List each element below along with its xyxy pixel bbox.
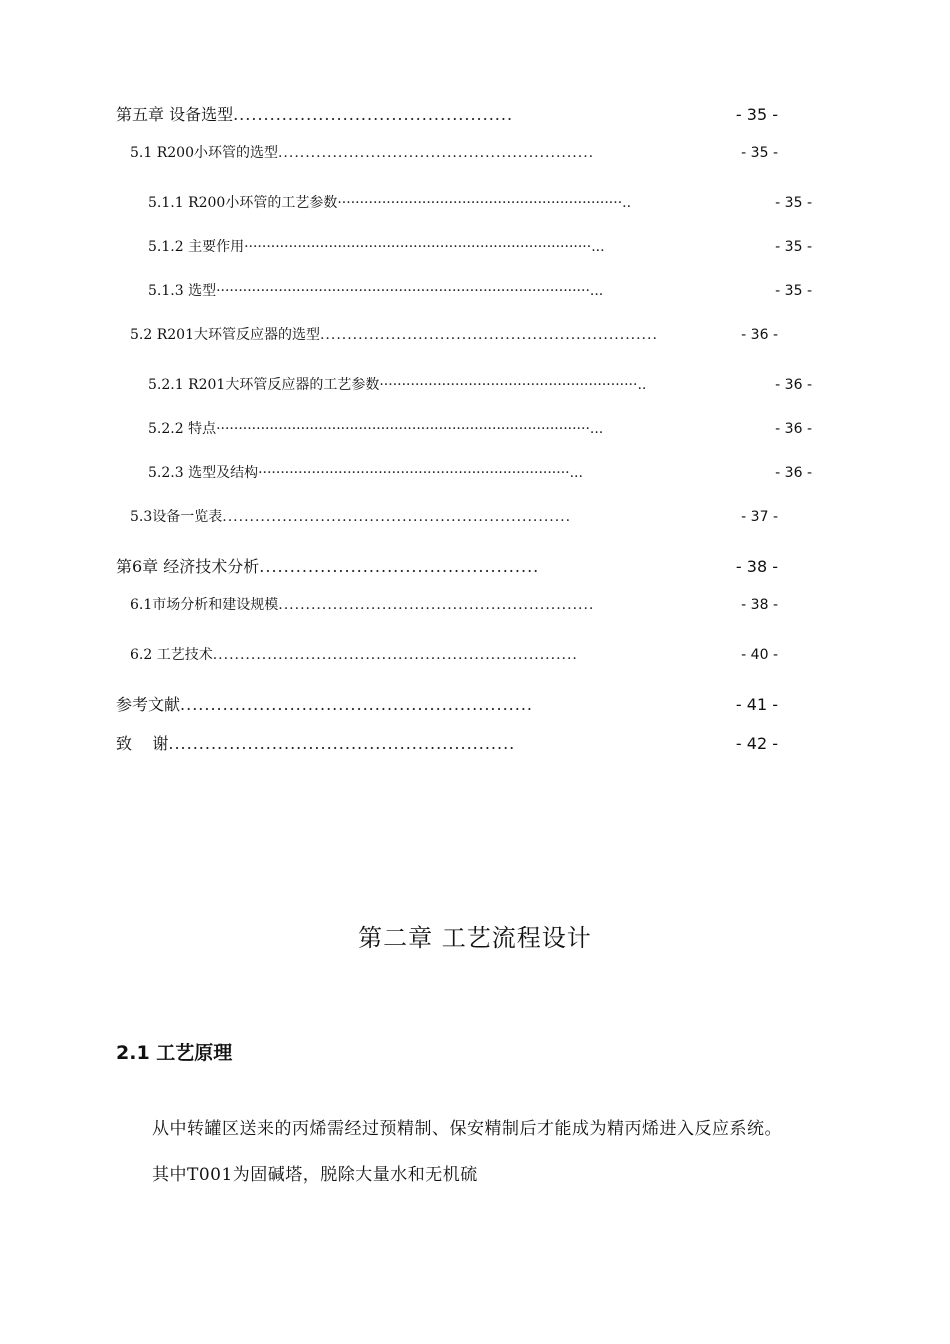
toc-page-number: - 35 -	[775, 239, 812, 255]
toc-page-number: - 35 -	[775, 195, 812, 211]
toc-entry-label: 5.3设备一览表	[130, 509, 223, 525]
toc-page-number: - 36 -	[775, 465, 812, 481]
toc-entry-6-2[interactable]	[130, 644, 778, 664]
toc-page-number: - 35 -	[741, 145, 778, 161]
toc-entry-6-1[interactable]	[130, 594, 778, 614]
toc-entry-label: 5.2 R201大环管反应器的选型	[130, 327, 320, 343]
toc-entry-5-3[interactable]	[130, 506, 778, 526]
toc-entry-references[interactable]	[116, 692, 778, 715]
toc-entry-label: 5.1 R200小环管的选型	[130, 145, 278, 161]
toc-leader-dots: ..........................................................	[278, 597, 595, 613]
toc-leader-dots: ..........................................................	[180, 695, 533, 714]
toc-entry-label: 5.2.2 特点	[148, 421, 217, 437]
toc-leader-dots: ··························································..	[379, 377, 647, 393]
chapter-title: 第二章 工艺流程设计	[358, 924, 592, 952]
toc-leader-dots: ································································..	[337, 195, 632, 211]
toc-entry-label: 5.2.3 选型及结构	[148, 465, 259, 481]
toc-leader-dots: ..........................................................	[277, 145, 595, 161]
toc-page-number: - 36 -	[775, 421, 812, 437]
toc-entry-5-2-3[interactable]	[148, 462, 812, 482]
toc-entry-5-2[interactable]	[130, 324, 778, 344]
toc-entry-chapter-6[interactable]	[116, 554, 778, 577]
toc-leader-dots: ····················································································...	[216, 283, 604, 299]
toc-entry-label: 6.2 工艺技术	[130, 647, 213, 663]
toc-entry-5-2-2[interactable]	[148, 418, 812, 438]
toc-leader-dots: ...................................................................	[212, 647, 578, 663]
toc-leader-dots: ................................................................	[222, 509, 572, 525]
toc-leader-dots: .........................................................	[168, 734, 516, 753]
toc-page-number: - 38 -	[741, 597, 778, 613]
toc-leader-dots: ..............................................	[233, 105, 514, 124]
body-paragraph: 其中T001为固碱塔，脱除大量水和无机硫	[152, 1165, 478, 1185]
toc-page-number: - 41 -	[735, 695, 778, 714]
toc-page-number: - 38 -	[735, 557, 778, 576]
toc-entry-5-1[interactable]	[130, 142, 778, 162]
toc-entry-label: 致 谢	[116, 734, 169, 753]
toc-page-number: - 42 -	[735, 734, 778, 753]
toc-leader-dots: ··············································································...	[244, 239, 605, 255]
toc-entry-label: 参考文献	[116, 695, 181, 714]
section-title: 2.1 工艺原理	[116, 1042, 233, 1064]
toc-leader-dots: ..............................................	[259, 557, 540, 576]
toc-leader-dots: ····················································································...	[216, 421, 604, 437]
toc-entry-label: 第6章 经济技术分析	[116, 557, 260, 576]
toc-entry-label: 第五章 设备选型	[116, 105, 234, 124]
toc-entry-chapter-5[interactable]	[116, 102, 778, 125]
toc-entry-label: 5.1.1 R200小环管的工艺参数	[148, 195, 338, 211]
toc-entry-5-1-1[interactable]	[148, 192, 812, 212]
body-paragraph: 从中转罐区送来的丙烯需经过预精制、保安精制后才能成为精丙烯进入反应系统。	[152, 1119, 782, 1139]
toc-entry-5-1-2[interactable]	[148, 236, 812, 256]
toc-page-number: - 40 -	[741, 647, 778, 663]
toc-page-number: - 35 -	[735, 105, 778, 124]
toc-entry-5-1-3[interactable]	[148, 280, 812, 300]
toc-entry-label: 5.1.3 选型	[148, 283, 217, 299]
toc-entry-acknowledgements[interactable]	[116, 731, 778, 754]
toc-page-number: - 35 -	[775, 283, 812, 299]
toc-page-number: - 36 -	[775, 377, 812, 393]
toc-entry-label: 5.1.2 主要作用	[148, 239, 245, 255]
toc-entry-5-2-1[interactable]	[148, 374, 812, 394]
toc-page-number: - 37 -	[741, 509, 778, 525]
toc-leader-dots: ······································································...	[258, 465, 583, 481]
toc-leader-dots: ..............................................................	[319, 327, 658, 343]
toc-entry-label: 6.1市场分析和建设规模	[130, 597, 279, 613]
toc-entry-label: 5.2.1 R201大环管反应器的工艺参数	[148, 377, 380, 393]
toc-page-number: - 36 -	[741, 327, 778, 343]
